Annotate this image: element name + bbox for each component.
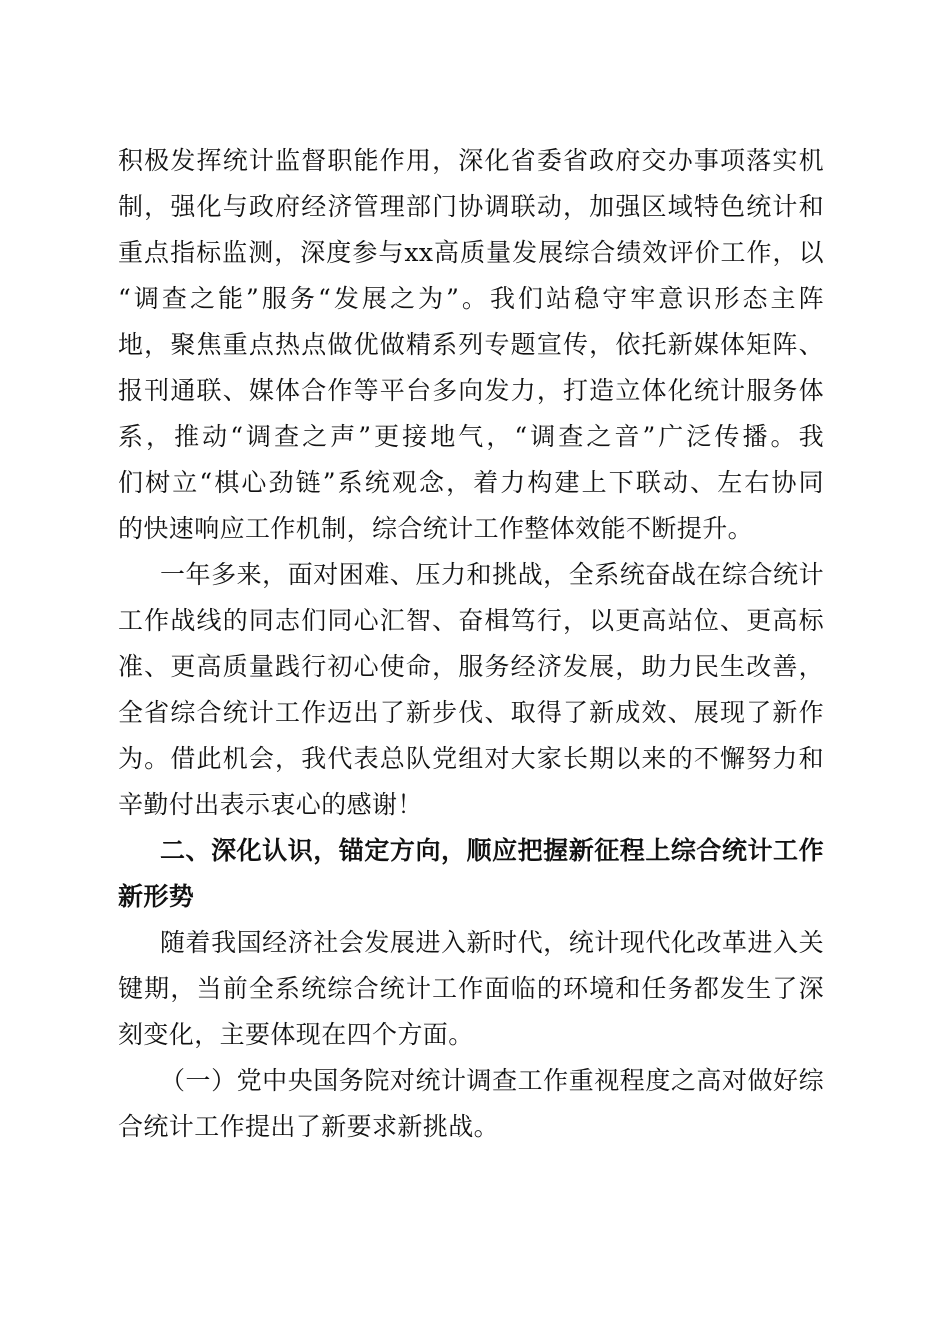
text-line: 系，推动“调查之声”更接地气，“调查之音”广泛传播。我 bbox=[118, 422, 824, 451]
text-line: 合统计工作提出了新要求新挑战。 bbox=[118, 1112, 500, 1141]
paragraph-2 bbox=[118, 552, 824, 828]
text-line: 刻变化，主要体现在四个方面。 bbox=[118, 1020, 474, 1049]
paragraph-1 bbox=[118, 138, 824, 552]
text-line: 积极发挥统计监督职能作用，深化省委省政府交办事项落实机 bbox=[118, 146, 824, 175]
text-line: 地，聚焦重点热点做优做精系列专题宣传，依托新媒体矩阵、 bbox=[118, 330, 824, 359]
text-line: “调查之能”服务“发展之为”。我们站稳守牢意识形态主阵 bbox=[118, 284, 824, 313]
text-line: 随着我国经济社会发展进入新时代，统计现代化改革进入关 bbox=[160, 928, 824, 957]
text-line: 键期，当前全系统综合统计工作面临的环境和任务都发生了深 bbox=[118, 974, 824, 1003]
heading-line: 新形势 bbox=[118, 882, 195, 911]
document-body bbox=[118, 138, 824, 1150]
text-line: 制，强化与政府经济管理部门协调联动，加强区域特色统计和 bbox=[118, 192, 824, 221]
text-line: 报刊通联、媒体合作等平台多向发力，打造立体化统计服务体 bbox=[118, 376, 824, 405]
text-line: 准、更高质量践行初心使命，服务经济发展，助力民生改善， bbox=[118, 652, 824, 681]
text-line: （一）党中央国务院对统计调查工作重视程度之高对做好综 bbox=[160, 1066, 824, 1095]
section-heading-2 bbox=[118, 828, 824, 920]
subheading-1 bbox=[118, 1058, 824, 1150]
text-line: 辛勤付出表示衷心的感谢！ bbox=[118, 790, 423, 819]
text-line: 一年多来，面对困难、压力和挑战，全系统奋战在综合统计 bbox=[160, 560, 824, 589]
text-line: 为。借此机会，我代表总队党组对大家长期以来的不懈努力和 bbox=[118, 744, 824, 773]
text-line: 重点指标监测，深度参与xx高质量发展综合绩效评价工作，以 bbox=[118, 238, 824, 267]
text-line: 全省综合统计工作迈出了新步伐、取得了新成效、展现了新作 bbox=[118, 698, 824, 727]
text-line: 的快速响应工作机制，综合统计工作整体效能不断提升。 bbox=[118, 514, 754, 543]
text-line: 工作战线的同志们同心汇智、奋楫笃行，以更高站位、更高标 bbox=[118, 606, 824, 635]
text-line: 们树立“棋心劲链”系统观念，着力构建上下联动、左右协同 bbox=[118, 468, 824, 497]
paragraph-3 bbox=[118, 920, 824, 1058]
heading-line: 二、深化认识，锚定方向，顺应把握新征程上综合统计工作 bbox=[160, 836, 824, 865]
